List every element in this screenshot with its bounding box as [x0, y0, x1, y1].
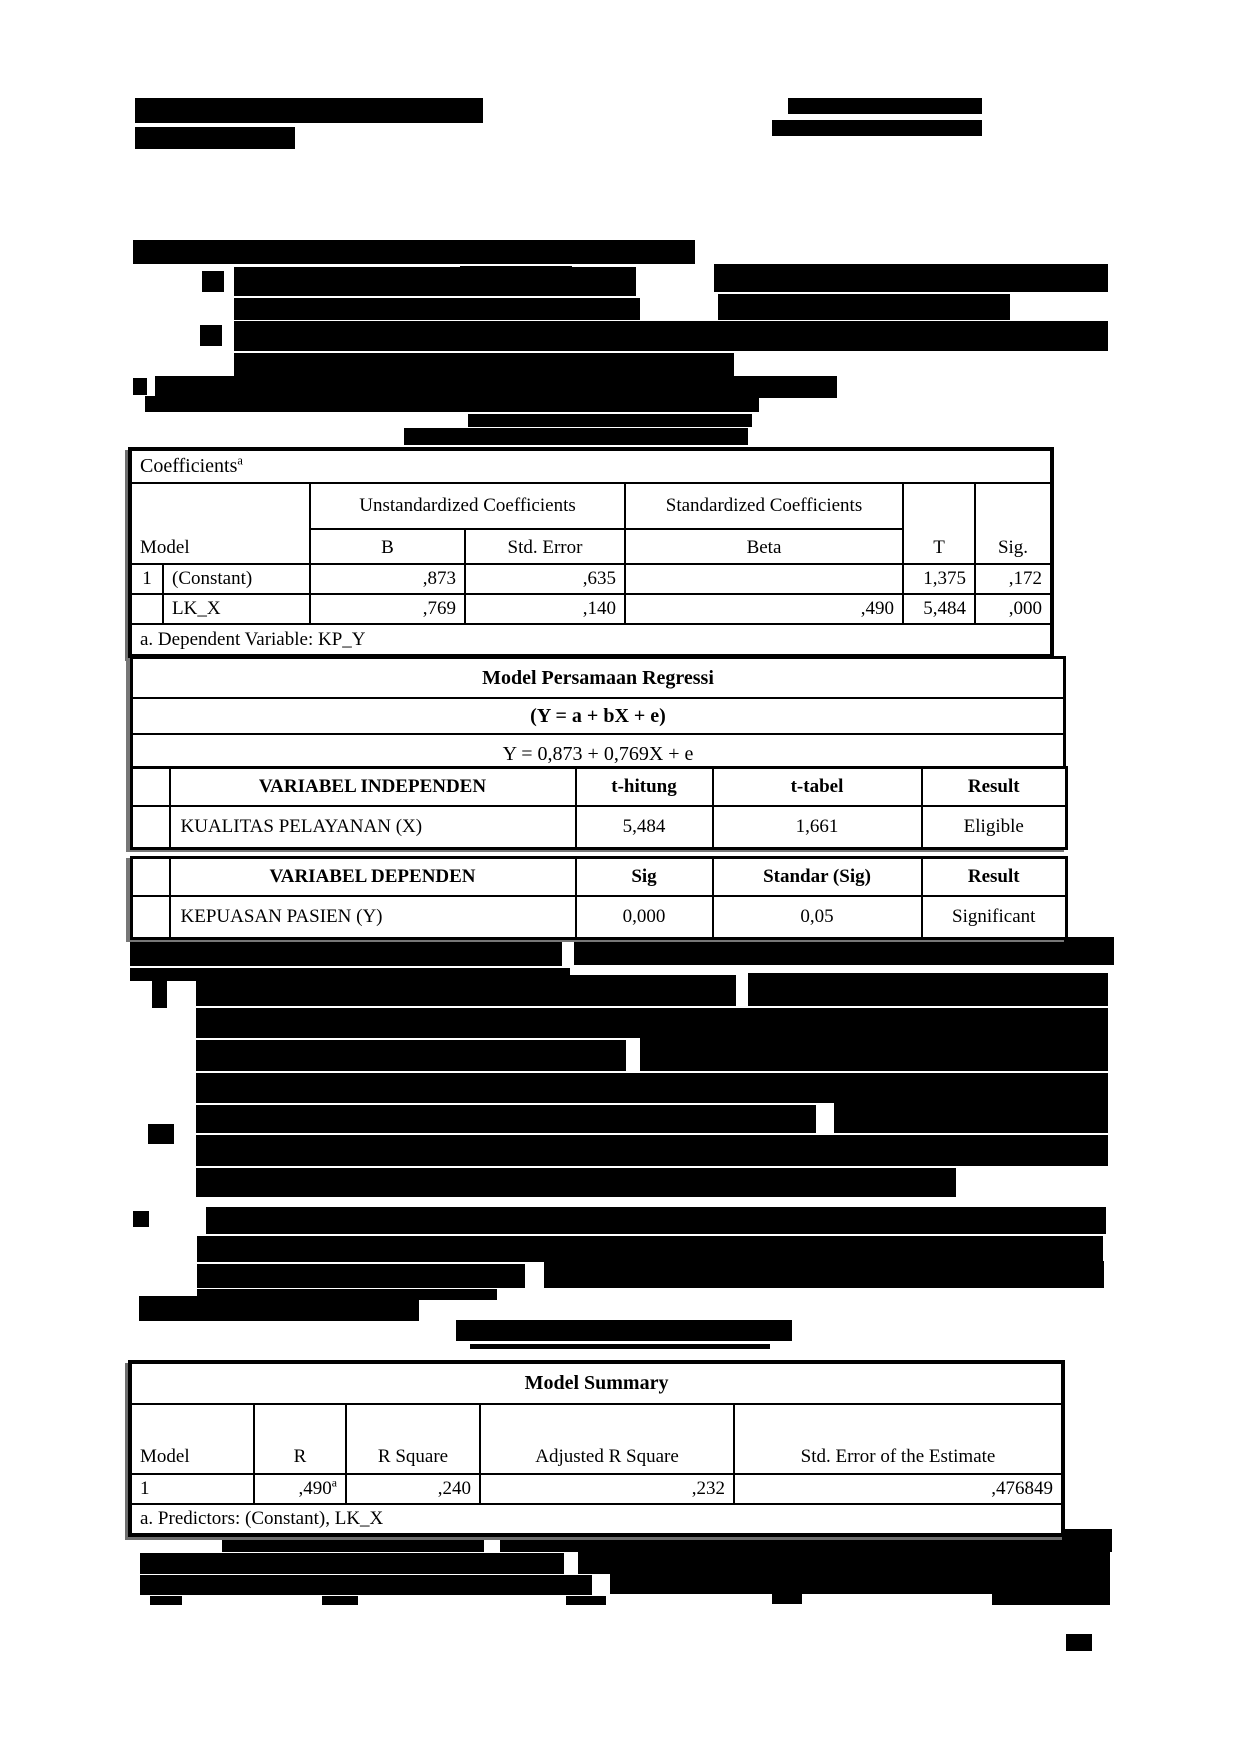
redacted-text-bar — [468, 414, 752, 427]
redacted-text-bar — [133, 240, 695, 264]
redacted-text-bar — [234, 267, 636, 296]
summary-header-std-error: Std. Error of the Estimate — [734, 1404, 1063, 1474]
independen-variable-cell: KUALITAS PELAYANAN (X) — [170, 806, 576, 849]
redacted-text-bar — [135, 98, 483, 123]
redacted-text-bar — [714, 264, 1108, 292]
dependen-header-result: Result — [922, 858, 1067, 897]
summary-header-r-square: R Square — [346, 1404, 480, 1474]
redacted-text-bar — [456, 1320, 792, 1341]
independent-variable-table — [130, 766, 1068, 850]
coefficients-header-sig: Sig. — [975, 483, 1052, 564]
redacted-text-bar — [197, 1236, 1103, 1262]
coefficients-header-standardized: Standardized Coefficients — [625, 483, 903, 529]
redacted-text-bar — [196, 1135, 1108, 1166]
summary-header-r: R — [254, 1404, 346, 1474]
redacted-text-bar — [566, 1596, 606, 1605]
redacted-text-bar — [140, 1575, 592, 1595]
coefficients-header-unstandardized: Unstandardized Coefficients — [310, 483, 625, 529]
redacted-text-bar — [196, 1073, 1108, 1103]
redacted-text-bar — [133, 1211, 149, 1227]
coefficients-title: Coefficients$^a$ — [130, 449, 1052, 483]
model-summary-footnote: a. Predictors: (Constant), LK_X — [130, 1504, 1063, 1535]
redacted-text-bar — [404, 428, 748, 445]
coefficients-header-beta: Beta — [625, 529, 903, 564]
summary-r-square-cell: ,240 — [346, 1474, 480, 1504]
redacted-text-bar — [992, 1594, 1110, 1605]
redacted-text-bar — [200, 325, 222, 346]
redacted-text-bar — [574, 937, 1114, 965]
redacted-text-bar — [152, 981, 167, 1008]
redacted-text-bar — [145, 396, 759, 412]
redacted-text-bar — [155, 376, 837, 398]
redacted-text-bar — [234, 298, 640, 320]
redacted-text-bar — [322, 1596, 358, 1605]
empty-header-cell — [132, 858, 170, 897]
redacted-text-bar — [196, 1008, 1108, 1038]
redacted-text-bar — [748, 973, 1108, 1006]
coefficients-header-t: T — [903, 483, 975, 564]
summary-adjusted-r-square-cell: ,232 — [480, 1474, 734, 1504]
coefficients-table — [128, 447, 1054, 658]
redacted-text-bar — [130, 940, 562, 966]
redacted-text-bar — [206, 1207, 1106, 1234]
redacted-text-bar — [196, 1105, 816, 1133]
redacted-text-bar — [196, 1040, 626, 1071]
summary-r-cell: ,490$^a$ — [254, 1474, 346, 1504]
predictor-name-cell: LK_X — [163, 594, 310, 624]
redacted-text-bar — [234, 321, 1108, 351]
coefficients-title-sup: a — [237, 453, 243, 468]
std-error-value-cell: ,140 — [465, 594, 625, 624]
redacted-text-bar — [139, 1296, 419, 1321]
coefficients-footnote: a. Dependent Variable: KP_Y — [130, 624, 1052, 656]
dependen-header-standar: Standar (Sig) — [713, 858, 922, 897]
model-summary-title: Model Summary — [130, 1362, 1063, 1404]
redacted-text-bar — [772, 120, 982, 136]
empty-cell — [132, 806, 170, 849]
dependen-standar-cell: 0,05 — [713, 896, 922, 939]
std-error-value-cell: ,635 — [465, 564, 625, 594]
redacted-text-bar — [133, 378, 147, 395]
redacted-text-bar — [578, 1551, 1110, 1574]
redacted-text-bar — [150, 1596, 182, 1605]
b-value-cell: ,769 — [310, 594, 465, 624]
regression-general-formula: (Y = a + bX + e) — [132, 698, 1065, 734]
dependen-data-row — [132, 896, 1067, 939]
redacted-text-bar — [544, 1261, 1104, 1288]
summary-header-adjusted-r-square: Adjusted R Square — [480, 1404, 734, 1474]
redacted-text-bar — [772, 1594, 802, 1604]
regression-result-formula: Y = 0,873 + 0,769X + e — [132, 734, 1065, 775]
dependen-variable-cell: KEPUASAN PASIEN (Y) — [170, 896, 576, 939]
redacted-text-bar — [610, 1573, 1110, 1594]
redacted-text-bar — [470, 1344, 770, 1349]
redacted-text-bar — [718, 294, 1010, 320]
sig-value-cell: ,172 — [975, 564, 1052, 594]
coefficients-header-std-error: Std. Error — [465, 529, 625, 564]
dependen-sig-cell: 0,000 — [576, 896, 713, 939]
predictor-name-cell: (Constant) — [163, 564, 310, 594]
beta-value-cell — [625, 564, 903, 594]
summary-std-error-cell: ,476849 — [734, 1474, 1063, 1504]
dependen-header-variable: VARIABEL DEPENDEN — [170, 858, 576, 897]
dependen-result-cell: Significant — [922, 896, 1067, 939]
independen-header-result: Result — [922, 768, 1067, 807]
empty-header-cell — [132, 768, 170, 807]
independen-result-cell: Eligible — [922, 806, 1067, 849]
redacted-text-bar — [834, 1103, 1108, 1133]
model-number-cell: 1 — [130, 564, 163, 594]
t-value-cell: 1,375 — [903, 564, 975, 594]
redacted-text-bar — [788, 98, 982, 114]
independen-header-t-tabel: t-tabel — [713, 768, 922, 807]
sig-value-cell: ,000 — [975, 594, 1052, 624]
redacted-text-bar — [197, 1264, 525, 1288]
independen-t-hitung-cell: 5,484 — [576, 806, 713, 849]
independen-header-t-hitung: t-hitung — [576, 768, 713, 807]
redacted-text-bar — [202, 271, 224, 292]
coefficients-header-model: Model — [130, 483, 310, 564]
beta-value-cell: ,490 — [625, 594, 903, 624]
redacted-text-bar — [135, 127, 295, 149]
redacted-text-bar — [196, 1168, 956, 1197]
b-value-cell: ,873 — [310, 564, 465, 594]
coefficients-row-lkx — [130, 594, 1052, 624]
summary-header-model: Model — [130, 1404, 254, 1474]
independen-header-variable: VARIABEL INDEPENDEN — [170, 768, 576, 807]
t-value-cell: 5,484 — [903, 594, 975, 624]
independen-t-tabel-cell: 1,661 — [713, 806, 922, 849]
empty-cell — [132, 896, 170, 939]
coefficients-header-b: B — [310, 529, 465, 564]
redacted-text-bar — [148, 1124, 174, 1144]
dependen-header-sig: Sig — [576, 858, 713, 897]
independen-data-row — [132, 806, 1067, 849]
redacted-text-bar — [1066, 1634, 1092, 1651]
coefficients-row-constant — [130, 564, 1052, 594]
summary-r-sup: a — [331, 1476, 337, 1490]
redacted-text-bar — [196, 975, 736, 1006]
regression-model-table — [130, 656, 1066, 776]
redacted-text-bar — [140, 1553, 564, 1574]
model-summary-data-row — [130, 1474, 1063, 1504]
dependent-variable-table — [130, 856, 1068, 940]
summary-model-cell: 1 — [130, 1474, 254, 1504]
redacted-text-bar — [234, 353, 734, 377]
model-number-cell — [130, 594, 163, 624]
redacted-text-bar — [640, 1038, 1108, 1071]
model-summary-table — [128, 1360, 1065, 1537]
regression-title: Model Persamaan Regressi — [132, 658, 1065, 699]
